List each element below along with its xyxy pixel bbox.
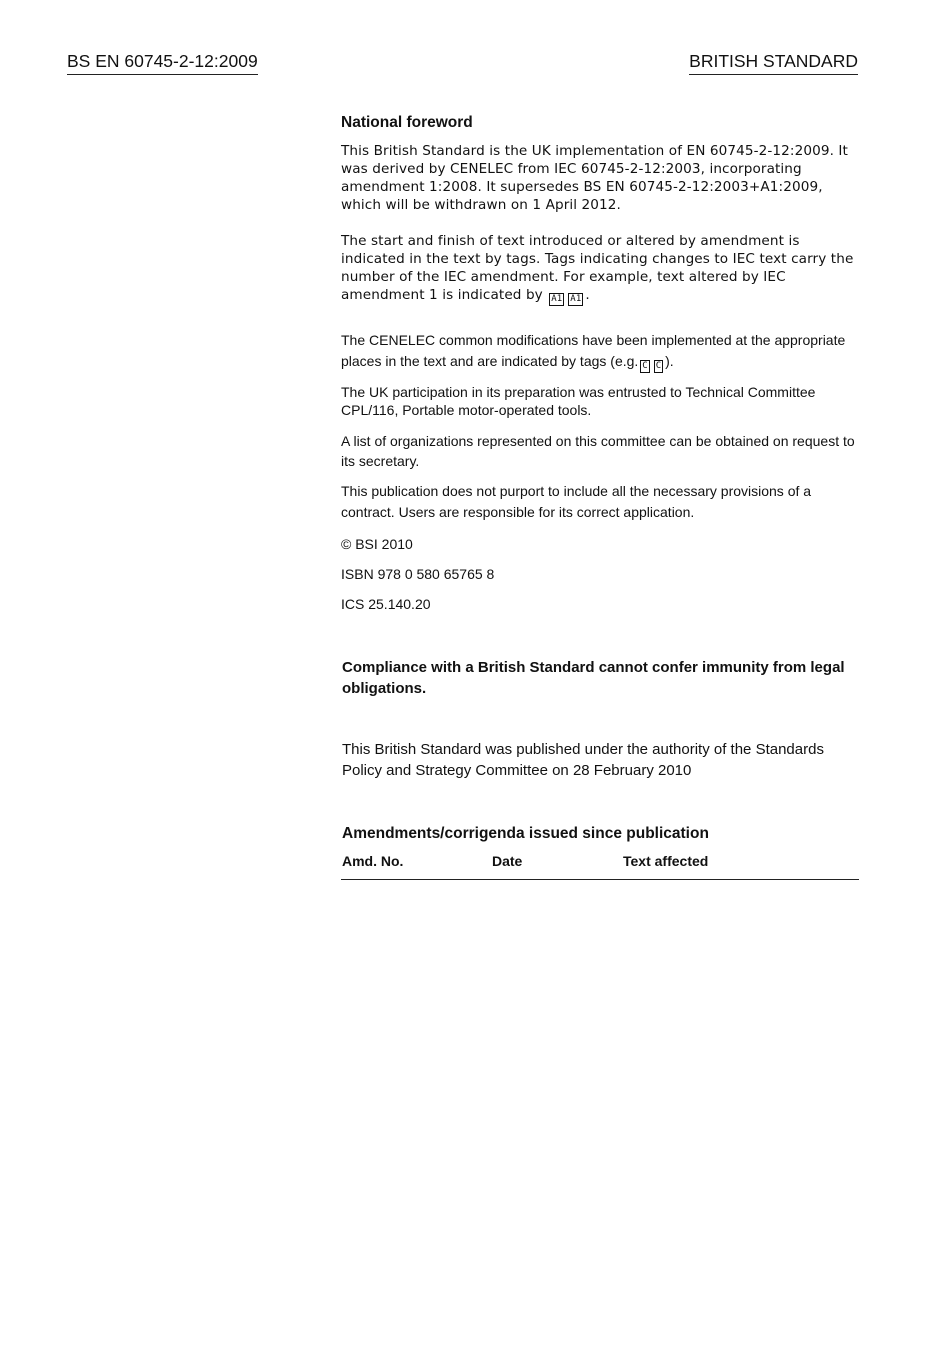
foreword-paragraph-tags: The start and finish of text introduced or altered by amendment is indicated in the text by tags. Tags indicating changes to IEC text carry the number of the IEC amendment. For example, text altered by IEC amendment 1 is indicated by A1 A1 . — [341, 233, 854, 304]
header-standard-type: BRITISH STANDARD — [689, 50, 858, 75]
foreword-section — [341, 114, 859, 880]
amendments-table-header — [341, 853, 859, 880]
cenelec-open-tag: C — [642, 361, 648, 371]
ics-line: ICS 25.140.20 — [341, 596, 431, 612]
isbn-line: ISBN 978 0 580 65765 8 — [341, 566, 495, 582]
foreword-title: National foreword — [341, 114, 473, 131]
column-date: Date — [492, 853, 523, 869]
amendments-title: Amendments/corrigenda issued since publication — [342, 825, 709, 842]
tags-description: The start and finish of text introduced or altered by amendment is indicated in the text by tags. Tags indicating changes to IEC text carry the number of the IEC amendment. For example, text altered by IEC amendment 1 is indicated by — [341, 233, 854, 303]
foreword-paragraph-organizations: A list of organizations represented on this committee can be obtained on request to its secretary. — [341, 433, 855, 469]
column-amd-no: Amd. No. — [342, 853, 404, 869]
column-text-affected: Text affected — [623, 853, 709, 869]
cenelec-description: The CENELEC common modifications have been implemented at the appropriate places in the text and are indicated by tags (e.g. — [341, 332, 846, 369]
foreword-paragraph-cenelec — [341, 330, 859, 373]
amendment-close-tag: A1 — [570, 294, 582, 304]
foreword-paragraph-committee: The UK participation in its preparation was entrusted to Technical Committee CPL/116, Portable motor-operated tools. — [341, 384, 816, 418]
foreword-paragraph-implementation: This British Standard is the UK implementation of EN 60745-2-12:2009. It was derived by CENELEC from IEC 60745-2-12:2003, incorporating amendment 1:2008. It supersedes BS EN 60745-2-12:2003+A1:2009, which will be withdrawn on 1 April 2012. — [341, 143, 848, 213]
header-document-number: BS EN 60745-2-12:2009 — [67, 50, 258, 75]
amendment-open-tag: A1 — [551, 294, 563, 304]
copyright-line: © BSI 2010 — [341, 536, 413, 552]
publication-statement: This British Standard was published under the authority of the Standards Policy and Strategy Committee on 28 February 2010 — [342, 741, 824, 779]
cenelec-close-tag: C — [655, 361, 662, 371]
compliance-notice: Compliance with a British Standard cannot confer immunity from legal obligations. — [342, 659, 845, 697]
foreword-paragraph-disclaimer: This publication does not purport to include all the necessary provisions of a contract. Users are responsible for its correct application. — [341, 483, 812, 520]
cenelec-end: ). — [665, 353, 674, 369]
